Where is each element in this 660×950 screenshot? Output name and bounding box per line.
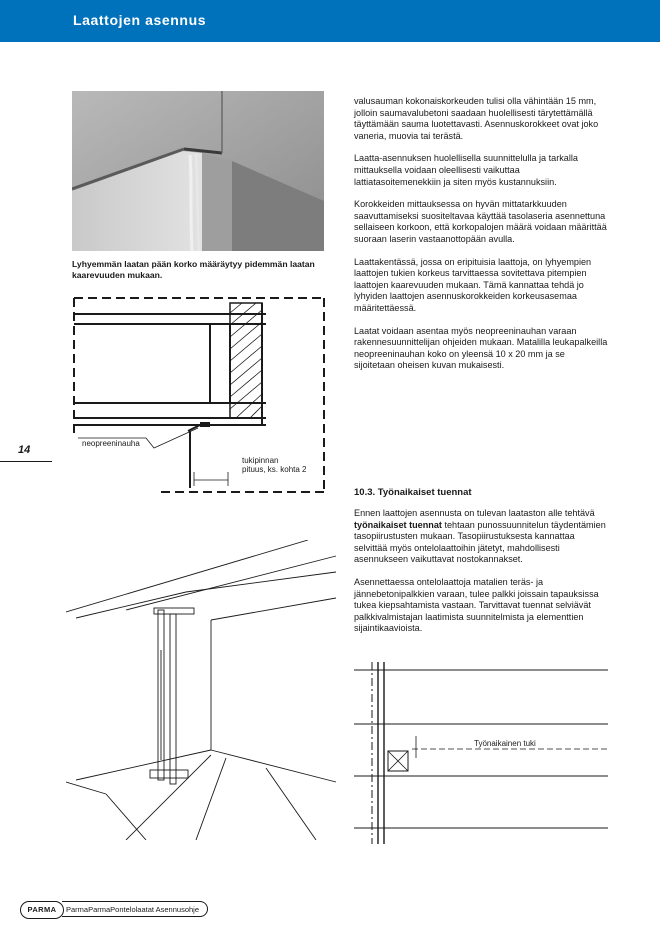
right-column-text bbox=[354, 96, 608, 383]
paragraph: Laattakentässä, jossa on eripituisia laattoja, on lyhyempien laattojen tukien korkeus tarvittaessa sovitettava pitempien laattojen kaarevuuden mukaan. Tämä kannattaa tehdä jo lyhyiden laattojen asennuskorokkeiden korkeusasemaa määritettäessä. bbox=[354, 256, 592, 313]
paragraph bbox=[354, 508, 608, 566]
paragraph: Asennettaessa ontelolaattoja matalien teräs- ja jännebetonipalkkien varaan, tulee palkki joissain tapauksissa tukea kiepsahtamista vastaan. Tarvittavat tuennat selviävät palkkivalmistajan laatimista suunnitelmista ja elementtien sijaintikaavioista. bbox=[354, 576, 599, 634]
text-run: Ennen laattojen asennusta on tulevan laataston alle tehtävä bbox=[354, 508, 595, 518]
parma-logo: PARMA bbox=[20, 901, 64, 919]
temporary-support-perspective bbox=[66, 540, 346, 840]
footer-title: ParmaParmaPontelolaatat Asennusohje bbox=[62, 901, 208, 917]
neoprene-section-diagram bbox=[66, 288, 336, 500]
neoprene-label: neopreeninauha bbox=[82, 439, 140, 448]
support-length-label-2: pituus, ks. kohta 2 bbox=[242, 465, 307, 474]
installation-photo bbox=[72, 91, 324, 251]
bold-term: työnaikaiset tuennat bbox=[354, 519, 442, 530]
paragraph: Korokkeiden mittauksessa on hyvän mittatarkkuuden saavuttamiseksi suositeltavaa käyttää tasolaseria asennettuna sellaiseen korkoon, että korkopalojen määrä voidaan määrittää suoraan laserin vastaanottopään avulla. bbox=[354, 199, 607, 244]
paragraph: Laatta-asennuksen huolellisella suunnittelulla ja tarkalla mittauksella voidaan oleellisesti vaikuttaa lattiatasoitemenekkiin ja siten myös kustannuksiin. bbox=[354, 153, 578, 187]
temporary-support-label: Työnaikainen tuki bbox=[474, 739, 536, 748]
photo-caption: Lyhyemmän laatan pään korko määräytyy pidemmän laatan kaarevuuden mukaan. bbox=[72, 259, 315, 280]
section-text bbox=[354, 508, 608, 646]
page-number-rule bbox=[0, 461, 52, 462]
support-length-label-1: tukipinnan bbox=[242, 456, 279, 465]
page-number: 14 bbox=[18, 444, 31, 456]
page-title: Laattojen asennus bbox=[73, 12, 207, 28]
section-heading: 10.3. Työnaikaiset tuennat bbox=[354, 487, 472, 498]
paragraph: Laatat voidaan asentaa myös neopreeninauhan varaan rakennesuunnittelijan ohjeiden mukaan. Matalilla leukapalkeilla neopreeninauhan koko on yleensä 10 x 20 mm ja se sijoitetaan oheisen kuvan mukaisesti. bbox=[354, 325, 608, 371]
temporary-support-plan-diagram bbox=[346, 658, 610, 848]
header-bar bbox=[0, 0, 660, 42]
text-run: tehtaan punossuunnitelun täydentämien tasopiirustusten mukaan. Tasopiirustuksesta kannattaa selvittää myös ontelolaattoihin jätetyt, mahdollisesti asennukseen vaikuttavat nostokannakset. bbox=[354, 519, 606, 565]
paragraph: valusauman kokonaiskorkeuden tulisi olla vähintään 15 mm, jolloin saumavalubetoni saadaan huolellisesti tärytettämällä täyttämään sauma luotettavasti. Asennuskorokkeet ovat joko vaneria, muovia tai terästä. bbox=[354, 96, 599, 141]
